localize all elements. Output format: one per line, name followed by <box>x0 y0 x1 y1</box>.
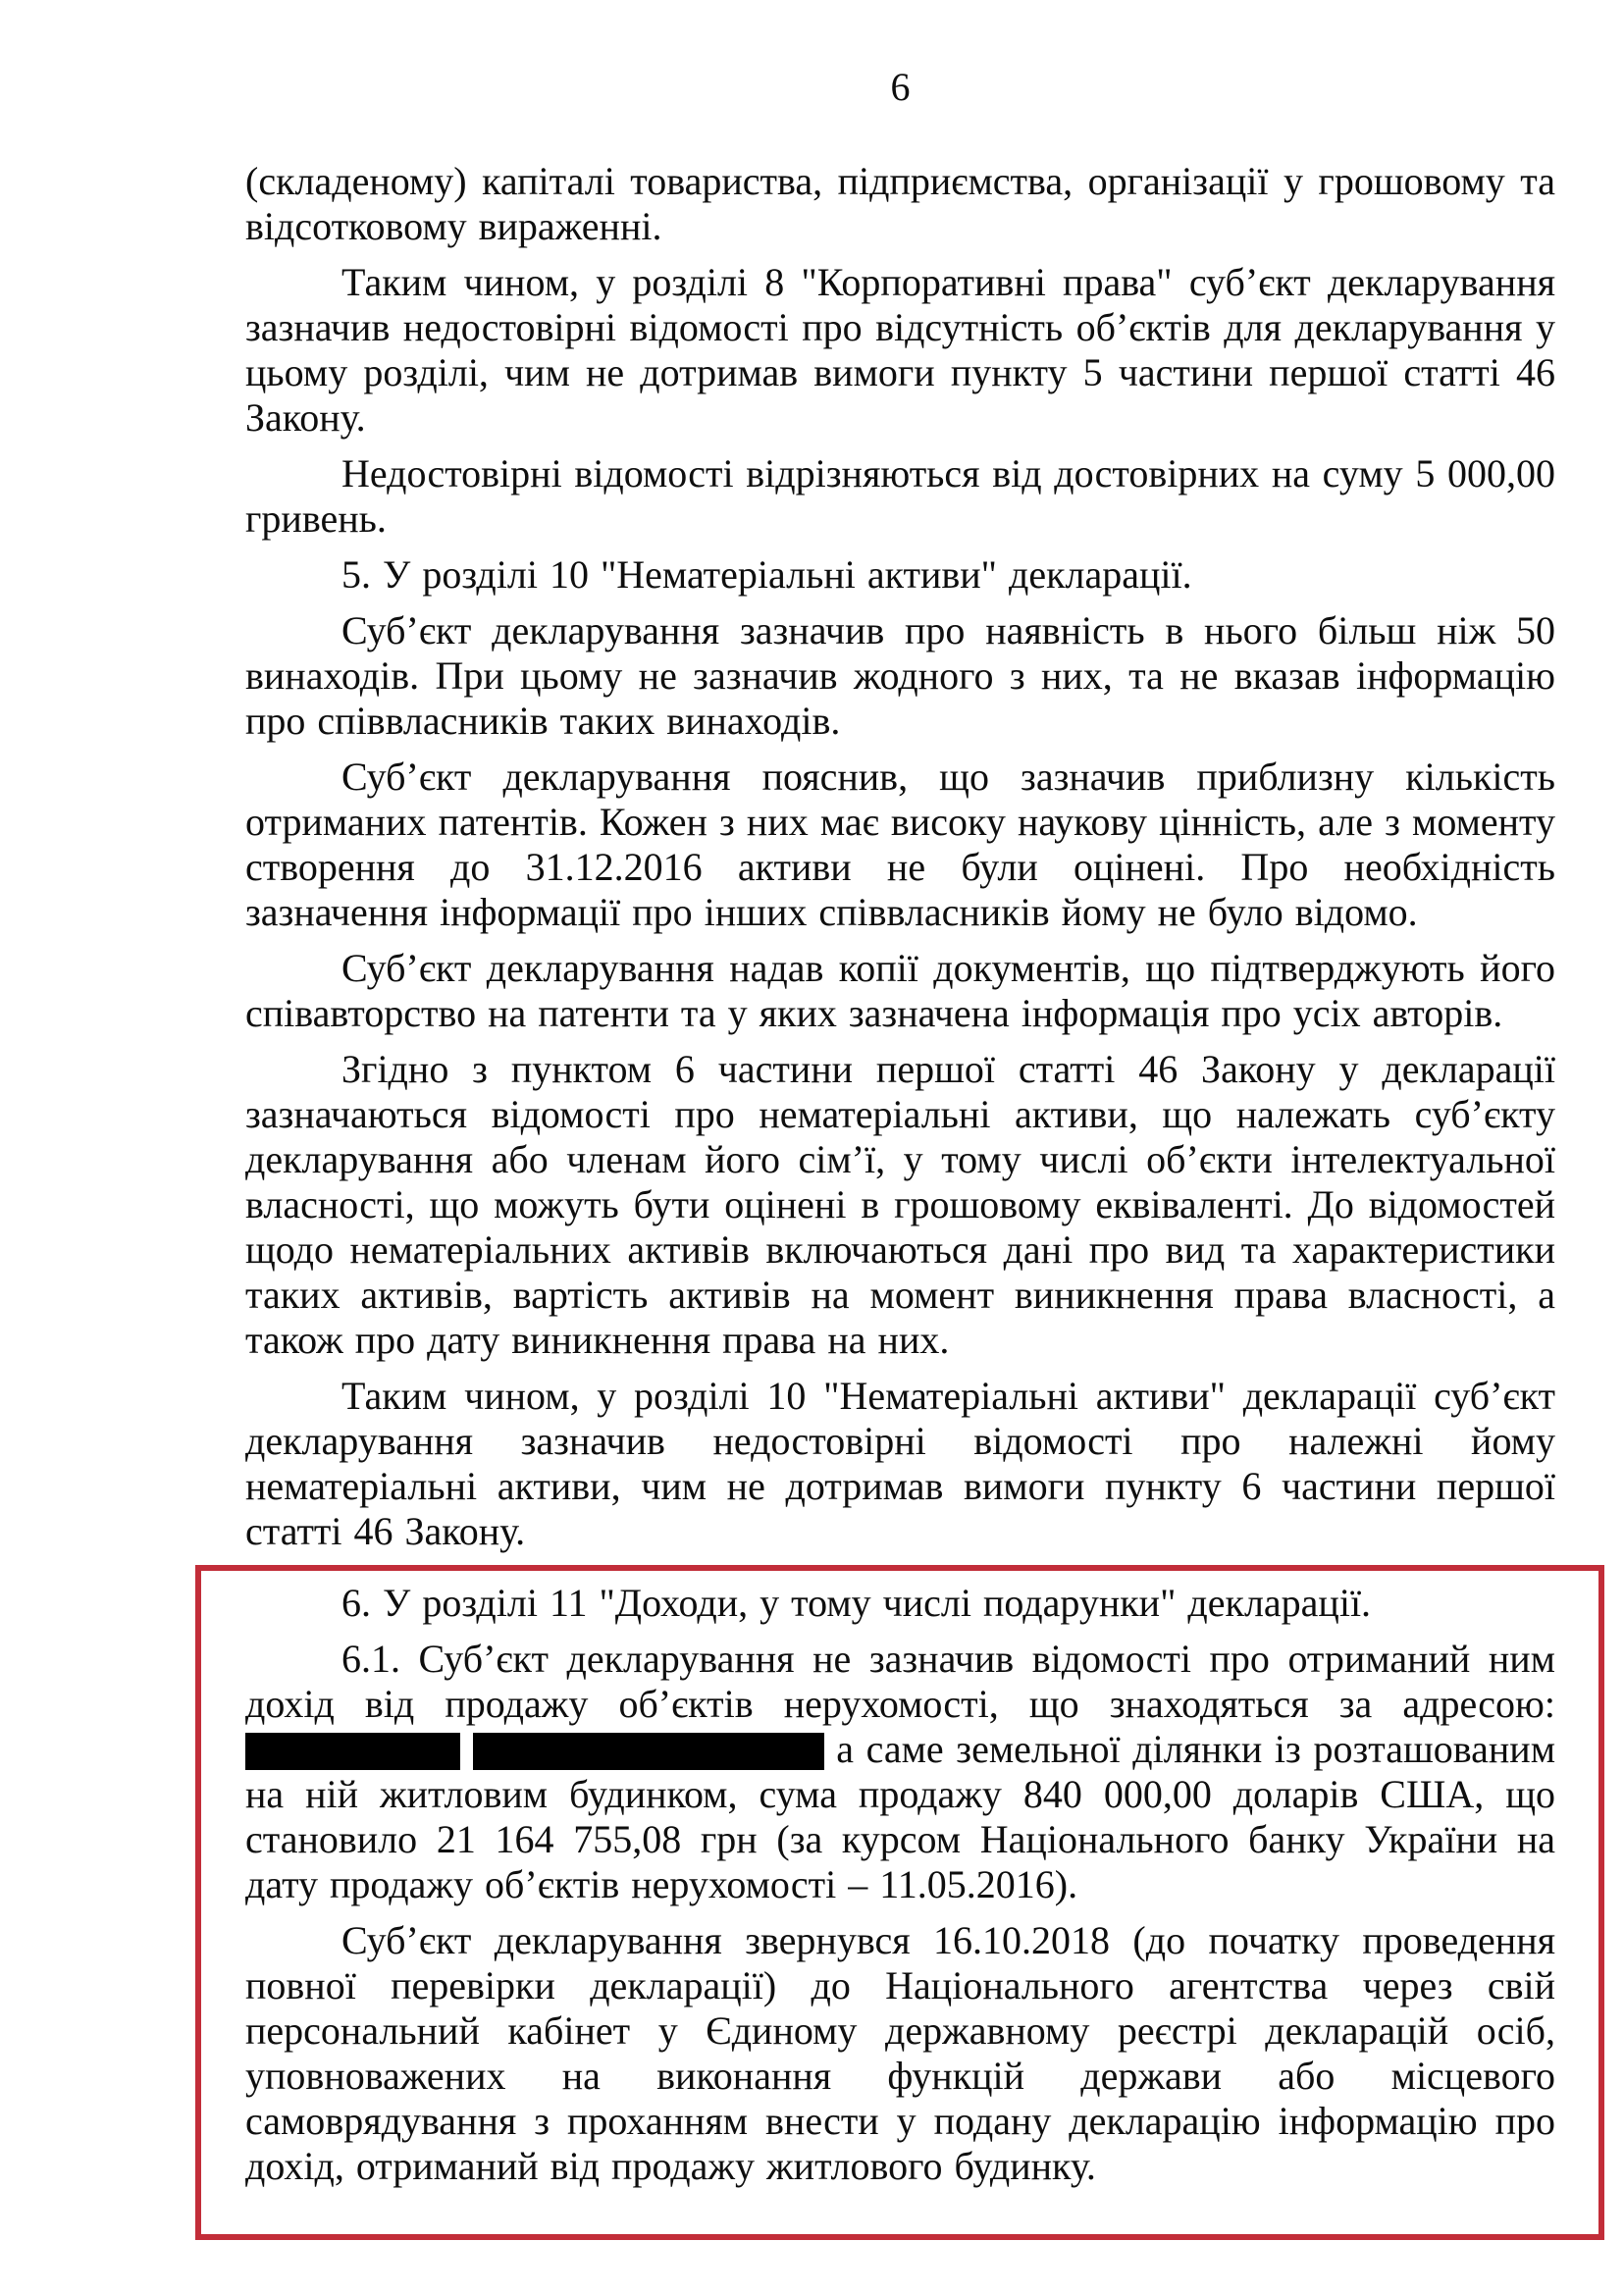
paragraph: Недостовірні відомості відрізняються від достовірних на суму 5 000,00 гривень. <box>245 451 1555 541</box>
section-6-heading: 6. У розділі 11 "Доходи, у тому числі подарунки" декларації. <box>341 1581 1372 1625</box>
paragraph: Суб’єкт декларування зазначив про наявність в нього більш ніж 50 винаходів. При цьому не зазначив жодного з них, та не вказав інформацію про співвласників таких винаходів. <box>245 608 1555 743</box>
redaction-bar <box>245 1733 460 1770</box>
paragraph: Згідно з пунктом 6 частини першої статті 46 Закону у декларації зазначаються відомості про нематеріальні активи, що належать суб’єкту декларування або членам його сім’ї, у тому числі об’єкти інтелектуальної власності, що можуть бути оцінені в грошовому еквіваленті. До відомостей щодо нематеріальних активів включаються дані про вид та характеристики таких активів, вартість активів на момент виникнення права власності, а також про дату виникнення права на них. <box>245 1047 1555 1362</box>
redaction-bar <box>473 1733 824 1770</box>
red-annotation-box <box>195 1565 1604 2240</box>
paragraph: Таким чином, у розділі 10 "Нематеріальні активи" декларації суб’єкт декларування зазначив недостовірні відомості про належні йому нематеріальні активи, чим не дотримав вимоги пункту 6 частини першої статті 46 Закону. <box>245 1374 1555 1553</box>
paragraph: Суб’єкт декларування надав копії документів, що підтверджують його співавторство на патенти та у яких зазначена інформація про усіх авторів. <box>245 946 1555 1035</box>
paragraph: Суб’єкт декларування звернувся 16.10.2018 (до початку проведення повної перевірки декларації) до Національного агентства через свій персональний кабінет у Єдиному державному реєстрі декларацій осіб, уповноважених на виконання функцій держави або місцевого самоврядування з проханням внести у подану декларацію інформацію про дохід, отриманий від продажу житлового будинку. <box>245 1918 1555 2188</box>
paragraph-6-1 <box>245 1637 1555 1907</box>
section-5-heading: 5. У розділі 10 "Нематеріальні активи" декларації. <box>341 552 1192 597</box>
page-number: 6 <box>890 65 911 109</box>
paragraph: (складеному) капіталі товариства, підприємства, організації у грошовому та відсотковому вираженні. <box>245 159 1555 248</box>
paragraph-text: 6.1. Суб’єкт декларування не зазначив відомості про отриманий ним дохід від продажу об’єктів нерухомості, що знаходяться за адресою: <box>245 1637 1555 1726</box>
paragraph: Суб’єкт декларування пояснив, що зазначив приблизну кількість отриманих патентів. Кожен з них має високу наукову цінність, але з моменту створення до 31.12.2016 активи не були оцінені. Про необхідність зазначення інформації про інших співвласників йому не було відомо. <box>245 755 1555 934</box>
paragraph: Таким чином, у розділі 8 "Корпоративні права" суб’єкт декларування зазначив недостовірні відомості про відсутність об’єктів для декларування у цьому розділі, чим не дотримав вимоги пункту 5 частини першої статті 46 Закону. <box>245 260 1555 440</box>
paragraph-text <box>460 1727 473 1771</box>
paragraph-text: а саме земельної ділянки із розташованим на ній житловим будинком, сума продажу 840 000,00 доларів США, що становило 21 164 755,08 грн (за курсом Національного банку України на дату продажу об’єктів нерухомості – 11.05.2016). <box>245 1727 1556 1906</box>
